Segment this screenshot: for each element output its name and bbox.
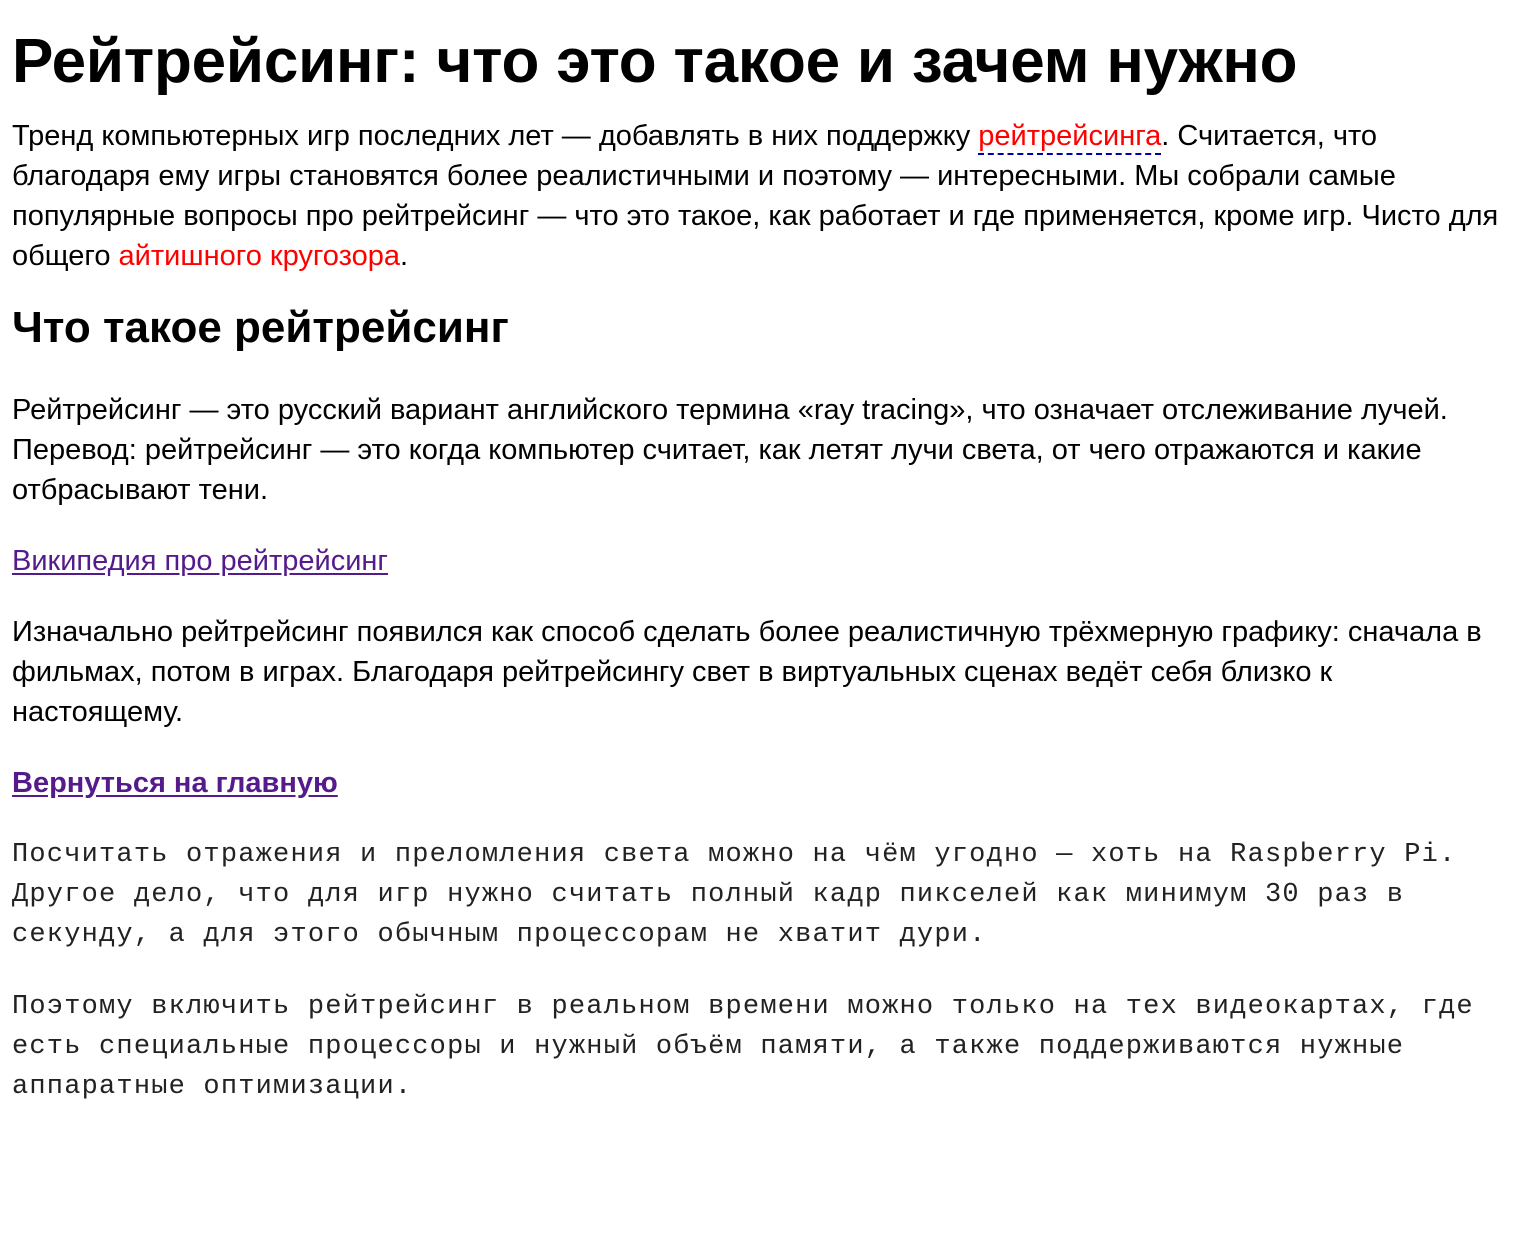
mono-paragraph-gpu: Поэтому включить рейтрейсинг в реальном времени можно только на тех видеокартах, где есть специальные процессоры и нужный объём памяти, а также поддерживаются нужные аппаратные оптимизации. (12, 992, 1474, 1102)
wiki-link-paragraph (12, 541, 1506, 581)
section-heading: Что такое рейтрейсинг (12, 303, 509, 352)
definition-paragraph: Рейтрейсинг — это русский вариант английского термина «ray tracing», что означает отслеживание лучей. Перевод: рейтрейсинг — это когда компьютер считает, как летят лучи света, от чего отражаются и какие отбрасывают тени. (12, 394, 1448, 506)
intro-paragraph (12, 116, 1506, 276)
intro-text-middle: . Считается, что благодаря ему игры становятся более реалистичными и поэтому — интересными. Мы собрали самые популярные вопросы про рейтрейсинг — что это такое, как работает и где применяется, кроме игр. Чисто для общего (12, 120, 1499, 272)
raytracing-term-link[interactable]: рейтрейсинга (978, 120, 1161, 155)
mono-paragraph-hardware: Посчитать отражения и преломления света можно на чём угодно — хоть на Raspberry Pi. Другое дело, что для игр нужно считать полный кадр пикселей как минимум 30 раз в секунду, а для этого обычным процессорам не хватит дури. (12, 840, 1457, 950)
back-link-paragraph (12, 763, 1506, 803)
intro-text-end: . (399, 240, 409, 272)
origin-paragraph: Изначально рейтрейсинг появился как способ сделать более реалистичную трёхмерную графику: сначала в фильмах, потом в играх. Благодаря рейтрейсингу свет в виртуальных сценах ведёт себя близко к настоящему. (12, 616, 1482, 728)
back-to-home-link[interactable]: Вернуться на главную (12, 767, 338, 799)
wikipedia-link[interactable]: Википедия про рейтрейсинг (12, 545, 389, 577)
page-title: Рейтрейсинг: что это такое и зачем нужно (12, 27, 1298, 96)
it-outlook-link[interactable]: айтишного кругозора (118, 240, 400, 272)
intro-text-start: Тренд компьютерных игр последних лет — добавлять в них поддержку (12, 120, 979, 152)
